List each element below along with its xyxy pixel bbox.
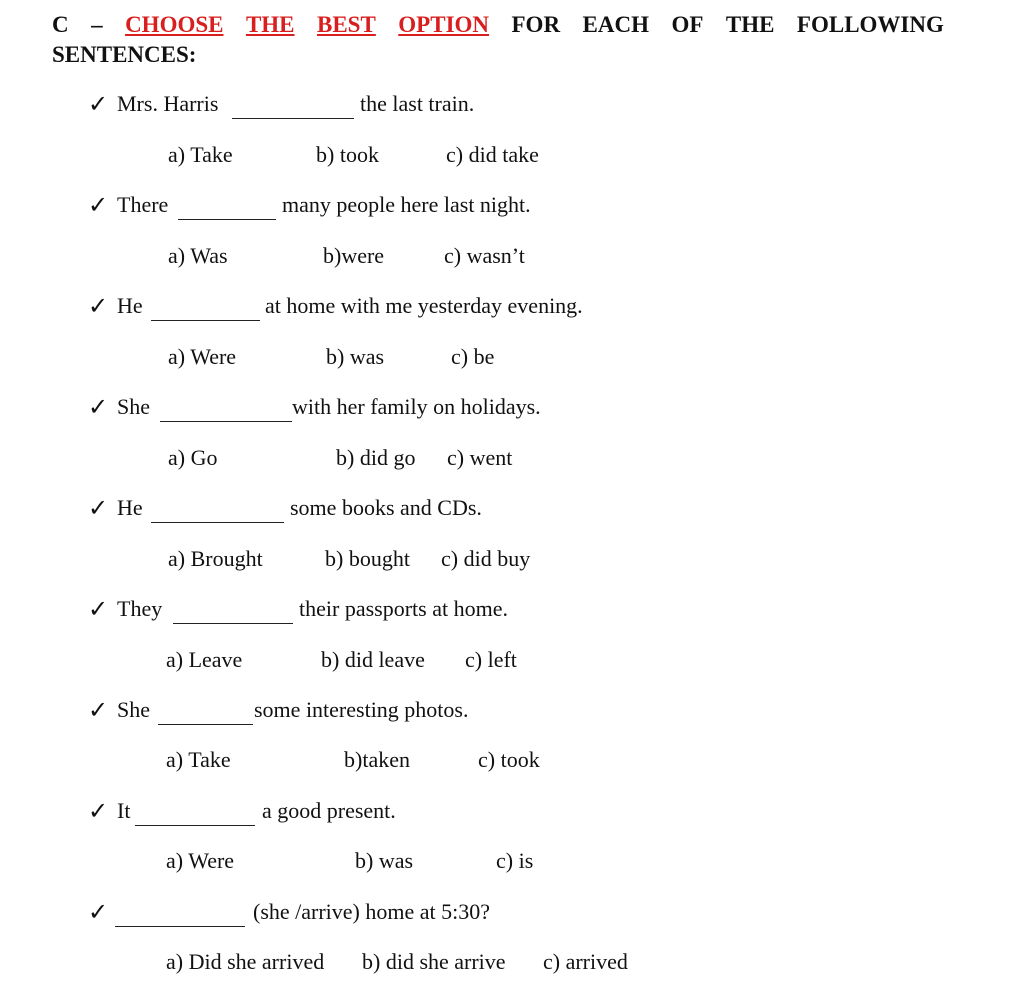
- question-4-option-c: c) went: [447, 445, 513, 470]
- question-5-start: He: [117, 495, 143, 520]
- checkmark-icon: ✓: [88, 797, 109, 825]
- heading-word-the: THE: [245, 12, 295, 37]
- question-5-option-a: a) Brought: [168, 546, 263, 571]
- question-4-blank: [160, 421, 292, 422]
- heading-word-option: OPTION: [398, 12, 490, 37]
- question-2-option-b: b)were: [323, 243, 385, 268]
- question-4-option-b: b) did go: [336, 445, 416, 470]
- checkmark-icon: ✓: [88, 595, 109, 623]
- question-5-option-b: b) bought: [325, 546, 410, 571]
- question-1-start: Mrs. Harris: [117, 91, 219, 116]
- question-7-option-c: c) took: [478, 747, 540, 772]
- checkmark-icon: ✓: [88, 393, 109, 421]
- question-1-option-b: b) took: [316, 142, 379, 167]
- question-8-option-c: c) is: [496, 848, 534, 873]
- question-9-option-a: a) Did she arrived: [166, 949, 325, 974]
- question-2-blank: [178, 219, 276, 220]
- question-3-end: at home with me yesterday evening.: [265, 293, 583, 318]
- checkmark-icon: ✓: [88, 292, 109, 320]
- question-6-option-c: c) left: [465, 647, 517, 672]
- section-heading: [52, 10, 952, 70]
- question-1-end: the last train.: [360, 91, 475, 116]
- question-5-blank: [151, 522, 284, 523]
- question-8-start: It: [117, 798, 131, 823]
- question-8-blank: [135, 825, 255, 826]
- question-7-blank: [158, 724, 253, 725]
- checkmark-icon: ✓: [88, 898, 109, 926]
- question-5-option-c: c) did buy: [441, 546, 531, 571]
- question-3-option-c: c) be: [451, 344, 495, 369]
- question-9-end: (she /arrive) home at 5:30?: [253, 899, 491, 924]
- question-1-option-a: a) Take: [168, 142, 233, 167]
- question-9-blank: [115, 926, 245, 927]
- question-6-end: their passports at home.: [299, 596, 508, 621]
- heading-line-1: [52, 10, 944, 40]
- question-2-option-c: c) wasn’t: [444, 243, 525, 268]
- question-9-option-b: b) did she arrive: [362, 949, 506, 974]
- question-2-option-a: a) Was: [168, 243, 228, 268]
- question-6-start: They: [117, 596, 163, 621]
- heading-line-2: SENTENCES:: [52, 42, 197, 67]
- heading-word-of: OF: [671, 12, 704, 37]
- question-7-option-a: a) Take: [166, 747, 231, 772]
- heading-word-following: FOLLOWING: [796, 12, 944, 37]
- question-2-end: many people here last night.: [282, 192, 531, 217]
- checkmark-icon: ✓: [88, 696, 109, 724]
- question-7-start: She: [117, 697, 150, 722]
- question-9-option-c: c) arrived: [543, 949, 628, 974]
- heading-word-the-2: THE: [725, 12, 775, 37]
- question-8-option-a: a) Were: [166, 848, 235, 873]
- heading-prefix: C: [52, 12, 69, 37]
- question-1-option-c: c) did take: [446, 142, 539, 167]
- question-7-option-b: b)taken: [344, 747, 410, 772]
- heading-word-each: EACH: [582, 12, 649, 37]
- heading-word-best: BEST: [317, 12, 376, 37]
- question-6-option-a: a) Leave: [166, 647, 243, 672]
- question-4-option-a: a) Go: [168, 445, 218, 470]
- heading-dash: –: [91, 12, 103, 37]
- question-6-option-b: b) did leave: [321, 647, 425, 672]
- question-1-blank: [232, 118, 354, 119]
- question-4-end: with her family on holidays.: [292, 394, 541, 419]
- question-8-option-b: b) was: [355, 848, 414, 873]
- question-6-blank: [173, 623, 293, 624]
- checkmark-icon: ✓: [88, 90, 109, 118]
- question-3-option-b: b) was: [326, 344, 385, 369]
- question-5-end: some books and CDs.: [290, 495, 482, 520]
- checkmark-icon: ✓: [88, 191, 109, 219]
- question-3-start: He: [117, 293, 143, 318]
- checkmark-icon: ✓: [88, 494, 109, 522]
- question-8-end: a good present.: [262, 798, 396, 823]
- heading-word-for: FOR: [511, 12, 561, 37]
- question-3-option-a: a) Were: [168, 344, 237, 369]
- question-4-start: She: [117, 394, 150, 419]
- question-2-start: There: [117, 192, 169, 217]
- question-7-end: some interesting photos.: [254, 697, 469, 722]
- question-3-blank: [151, 320, 260, 321]
- heading-word-choose: CHOOSE: [125, 12, 224, 37]
